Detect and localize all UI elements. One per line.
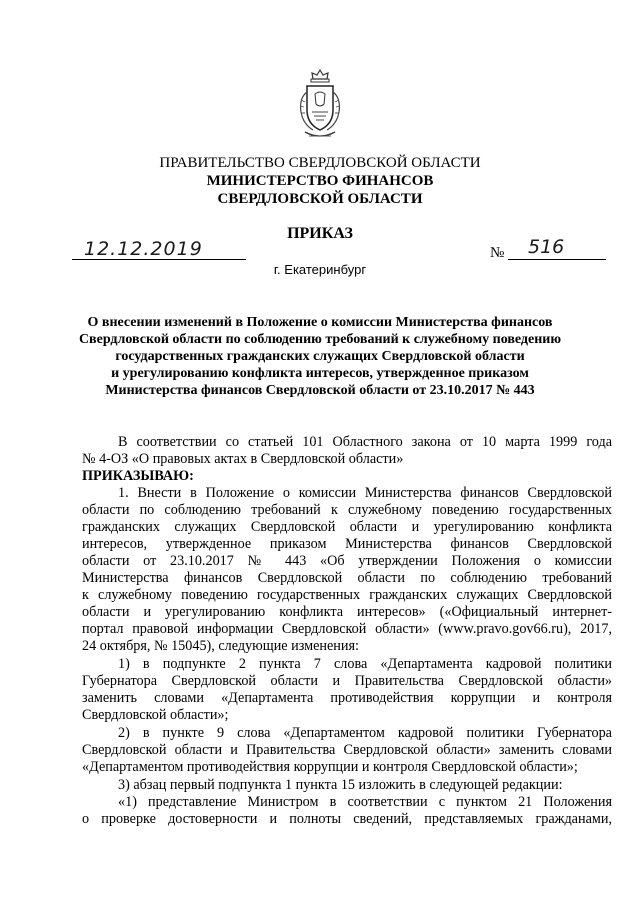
coat-of-arms-icon [295, 68, 345, 146]
ministry-name-line1: МИНИСТЕРСТВО ФИНАНСОВ [206, 173, 434, 189]
body-line: гражданских служащих Свердловской области и урегулированию конфликта [82, 519, 612, 535]
government-name: ПРАВИТЕЛЬСТВО СВЕРДЛОВСКОЙ ОБЛАСТИ [159, 155, 481, 171]
body-line: № 4-ОЗ «О правовых актах в Свердловской области» [82, 451, 404, 467]
body-line: области и урегулированию конфликта интересов» («Официальный интернет- [82, 604, 612, 620]
order-date: 12.12.2019 [72, 238, 246, 260]
body-line: области от 23.10.2017 № 443 «Об утверждении Положения о комиссии [82, 553, 612, 569]
body-line: 1) в подпункте 2 пункта 7 слова «Департамента кадровой политики [118, 656, 612, 672]
document-type: ПРИКАЗ [287, 225, 353, 242]
body-line: интересов, утвержденное приказом Министерства финансов Свердловской [82, 536, 612, 552]
body-line: 2) в пункте 9 слова «Департаментом кадровой политики Губернатора [118, 725, 612, 741]
body-line: Губернатора Свердловской области и Правительства Свердловской области» [82, 673, 612, 689]
body-line: 3) абзац первый подпункта 1 пункта 15 изложить в следующей редакции: [118, 777, 563, 793]
body-line: 1. Внести в Положение о комиссии Министерства финансов Свердловской [118, 485, 612, 501]
body-line: «Департаментом противодействия коррупции и контроля Свердловской области»; [82, 759, 578, 775]
body-line: 24 октября, № 15045), следующие изменения: [82, 638, 359, 654]
body-line: заменить словами «Департамента противодействия коррупции и контроля [82, 690, 612, 706]
body-line: портал правовой информации Свердловской области» (www.pravo.gov66.ru), 2017, [82, 621, 612, 637]
body-line: Свердловской области»; [82, 707, 229, 723]
ministry-name-line2: СВЕРДЛОВСКОЙ ОБЛАСТИ [217, 191, 423, 207]
body-line: Министерства финансов Свердловской области по соблюдению требований [82, 570, 612, 586]
title-line: Министерства финансов Свердловской области от 23.10.2017 № 443 [105, 383, 535, 398]
body-line: о проверке достоверности и полноты сведений, представляемых гражданами, [82, 811, 612, 827]
title-line: Свердловской области по соблюдению требований к служебному поведению [78, 332, 562, 347]
body-line: к служебному поведению государственных гражданских служащих Свердловской [82, 587, 612, 603]
body-line: «1) представление Министром в соответствии с пунктом 21 Положения [118, 794, 612, 810]
body-line: В соответствии со статьей 101 Областного закона от 10 марта 1999 года [118, 434, 612, 450]
title-line: О внесении изменений в Положение о комиссии Министерства финансов [87, 315, 553, 330]
body-line: области по соблюдению требований к служебному поведению государственных [82, 502, 612, 518]
title-line: и урегулированию конфликта интересов, утвержденное приказом [111, 366, 529, 381]
order-verb: ПРИКАЗЫВАЮ: [82, 468, 194, 484]
number-sign: № [490, 245, 505, 261]
title-line: государственных гражданских служащих Свердловской области [115, 349, 525, 364]
body-line: Свердловской области и Правительства Свердловской области» заменить словами [82, 742, 612, 758]
city: г. Екатеринбург [273, 262, 367, 277]
order-number: 516 [508, 236, 606, 260]
